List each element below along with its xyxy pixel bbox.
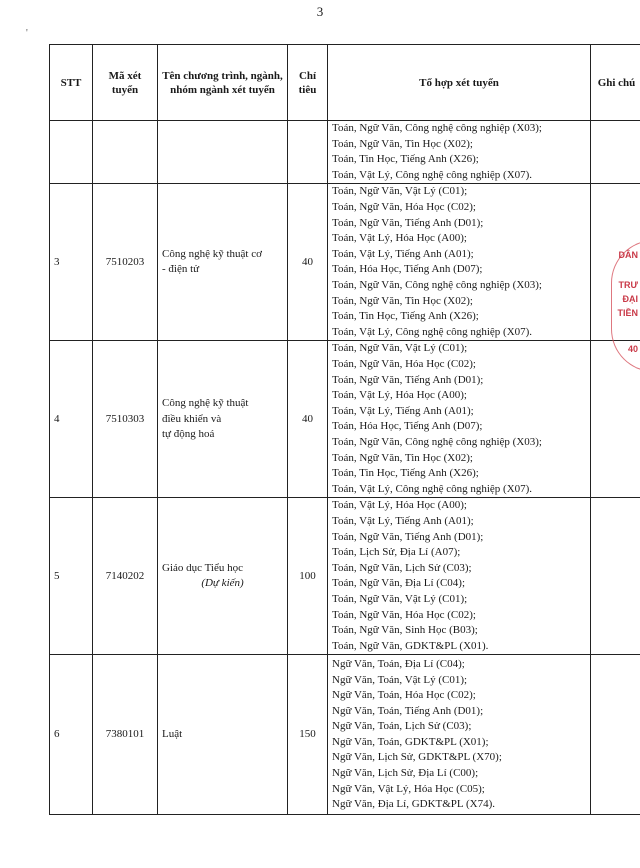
stamp-text: DÂN xyxy=(618,250,638,260)
cell-combinations xyxy=(328,184,591,341)
combo-line: Toán, Ngữ Văn, Hóa Học (C02); xyxy=(332,201,476,213)
cell-combinations xyxy=(328,498,591,655)
cell-combinations xyxy=(328,655,591,815)
table-row xyxy=(50,341,640,498)
cell-program-name xyxy=(158,498,288,655)
cell-combinations xyxy=(328,121,591,184)
cell-quota: 150 xyxy=(288,655,328,815)
combo-line: Toán, Ngữ Văn, Sinh Học (B03); xyxy=(332,624,478,637)
combo-line: Ngữ Văn, Toán, GDKT&PL (X01); xyxy=(332,735,489,748)
combo-line: Toán, Vật Lý, Tiếng Anh (A01); xyxy=(332,515,474,527)
cell-stt: 4 xyxy=(50,341,93,498)
combo-line: Toán, Ngữ Văn, Tin Học (X02); xyxy=(332,294,473,307)
combo-line: Toán, Vật Lý, Hóa Học (A00); xyxy=(332,499,467,512)
cell-quota: 40 xyxy=(288,341,328,498)
table-row xyxy=(50,184,640,341)
table-row xyxy=(50,655,640,815)
program-name-line: Công nghệ kỹ thuật cơ xyxy=(162,247,262,260)
table-row xyxy=(50,498,640,655)
cell-program-name xyxy=(158,655,288,815)
combo-line: Toán, Vật Lý, Tiếng Anh (A01); xyxy=(332,247,474,260)
cell-code xyxy=(93,121,158,184)
cell-code: 7510303 xyxy=(93,341,158,498)
combo-line: Toán, Vật Lý, Công nghệ công nghiệp (X07). xyxy=(332,168,533,181)
cell-code: 7380101 xyxy=(93,655,158,815)
scan-mark: ' xyxy=(26,28,28,39)
combo-line: Toán, Ngữ Văn, Công nghệ công nghiệp (X03); xyxy=(332,122,542,134)
combo-line: Toán, Vật Lý, Hóa Học (A00); xyxy=(332,232,467,245)
combo-line: Ngữ Văn, Vật Lý, Hóa Học (C05); xyxy=(332,782,485,795)
combo-line: Ngữ Văn, Lịch Sử, GDKT&PL (X70); xyxy=(332,751,502,764)
combo-line: Ngữ Văn, Toán, Vật Lý (C01); xyxy=(332,673,468,686)
cell-program-name xyxy=(158,341,288,498)
combo-line: Toán, Tin Học, Tiếng Anh (X26); xyxy=(332,153,479,166)
program-name-line: Luật xyxy=(162,728,183,741)
combo-line: Toán, Ngữ Văn, Tiếng Anh (D01); xyxy=(332,530,484,543)
program-name-line: điều khiển và xyxy=(162,412,222,425)
cell-stt xyxy=(50,121,93,184)
combo-line: Toán, Hóa Học, Tiếng Anh (D07); xyxy=(332,420,483,433)
cell-quota: 40 xyxy=(288,184,328,341)
program-name-line: tự động hoá xyxy=(162,428,215,441)
combo-line: Toán, Ngữ Văn, Lịch Sử (C03); xyxy=(332,561,472,574)
stamp-text: TRƯ xyxy=(618,280,638,290)
program-name-line: - điện tử xyxy=(162,263,200,276)
stamp-text: 40 xyxy=(627,344,638,354)
cell-stt: 6 xyxy=(50,655,93,815)
header-code: Mã xét tuyển xyxy=(93,45,158,121)
stamp-text: TIỀN xyxy=(617,308,638,318)
combo-line: Toán, Ngữ Văn, Vật Lý (C01); xyxy=(332,185,468,198)
combo-line: Toán, Ngữ Văn, Công nghệ công nghiệp (X03); xyxy=(332,278,542,291)
cell-combinations xyxy=(328,341,591,498)
combo-line: Toán, Ngữ Văn, Tin Học (X02); xyxy=(332,137,473,150)
header-program-name: Tên chương trình, ngành, nhóm ngành xét tuyển xyxy=(158,45,288,121)
combo-line: Ngữ Văn, Lịch Sử, Địa Lí (C00); xyxy=(332,767,479,780)
combo-line: Toán, Tin Học, Tiếng Anh (X26); xyxy=(332,467,479,480)
combo-line: Ngữ Văn, Toán, Tiếng Anh (D01); xyxy=(332,704,484,717)
cell-program-name xyxy=(158,121,288,184)
cell-note xyxy=(591,498,640,655)
combo-line: Toán, Ngữ Văn, Tiếng Anh (D01); xyxy=(332,216,484,229)
combo-line: Ngữ Văn, Toán, Lịch Sử (C03); xyxy=(332,720,472,733)
page-number: 3 xyxy=(316,4,324,19)
combo-line: Ngữ Văn, Toán, Địa Lí (C04); xyxy=(332,657,465,670)
table-row-continuation xyxy=(50,121,640,184)
combo-line: Toán, Ngữ Văn, Hóa Học (C02); xyxy=(332,608,476,621)
header-quota: Chỉ tiêu xyxy=(288,45,328,121)
header-stt: STT xyxy=(50,45,93,121)
combo-line: Toán, Tin Học, Tiếng Anh (X26); xyxy=(332,310,479,323)
table-header-row xyxy=(50,45,640,121)
combo-line: Toán, Ngữ Văn, GDKT&PL (X01). xyxy=(332,639,489,652)
cell-quota: 100 xyxy=(288,498,328,655)
program-name-line: Giáo dục Tiểu học xyxy=(162,561,243,574)
combo-line: Ngữ Văn, Địa Lí, GDKT&PL (X74). xyxy=(332,798,495,811)
header-combinations: Tổ hợp xét tuyển xyxy=(328,45,591,121)
combo-line: Toán, Hóa Học, Tiếng Anh (D07); xyxy=(332,263,483,276)
cell-stt: 3 xyxy=(50,184,93,341)
combo-line: Ngữ Văn, Toán, Hóa Học (C02); xyxy=(332,689,476,702)
combo-line: Toán, Ngữ Văn, Công nghệ công nghiệp (X03); xyxy=(332,435,542,448)
combo-line: Toán, Vật Lý, Công nghệ công nghiệp (X07). xyxy=(332,325,533,338)
stamp-text: ĐẠI xyxy=(622,294,638,304)
cell-code: 7510203 xyxy=(93,184,158,341)
cell-code: 7140202 xyxy=(93,498,158,655)
program-name-line: Công nghệ kỹ thuật xyxy=(162,396,249,409)
cell-note xyxy=(591,121,640,184)
combo-line: Toán, Ngữ Văn, Tiếng Anh (D01); xyxy=(332,373,484,386)
header-note: Ghi chú xyxy=(591,45,640,121)
admission-table xyxy=(49,44,640,815)
combo-line: Toán, Vật Lý, Công nghệ công nghiệp (X07). xyxy=(332,482,533,495)
cell-note xyxy=(591,655,640,815)
combo-line: Toán, Ngữ Văn, Hóa Học (C02); xyxy=(332,358,476,370)
combo-line: Toán, Ngữ Văn, Địa Lí (C04); xyxy=(332,577,465,590)
combo-line: Toán, Lịch Sử, Địa Lí (A07); xyxy=(332,546,461,559)
combo-line: Toán, Vật Lý, Hóa Học (A00); xyxy=(332,389,467,402)
cell-stt: 5 xyxy=(50,498,93,655)
cell-quota xyxy=(288,121,328,184)
combo-line: Toán, Vật Lý, Tiếng Anh (A01); xyxy=(332,404,474,417)
program-name-note: (Dự kiến) xyxy=(201,577,244,590)
combo-line: Toán, Ngữ Văn, Tin Học (X02); xyxy=(332,451,473,464)
combo-line: Toán, Ngữ Văn, Vật Lý (C01); xyxy=(332,592,468,605)
combo-line: Toán, Ngữ Văn, Vật Lý (C01); xyxy=(332,342,468,355)
cell-program-name xyxy=(158,184,288,341)
